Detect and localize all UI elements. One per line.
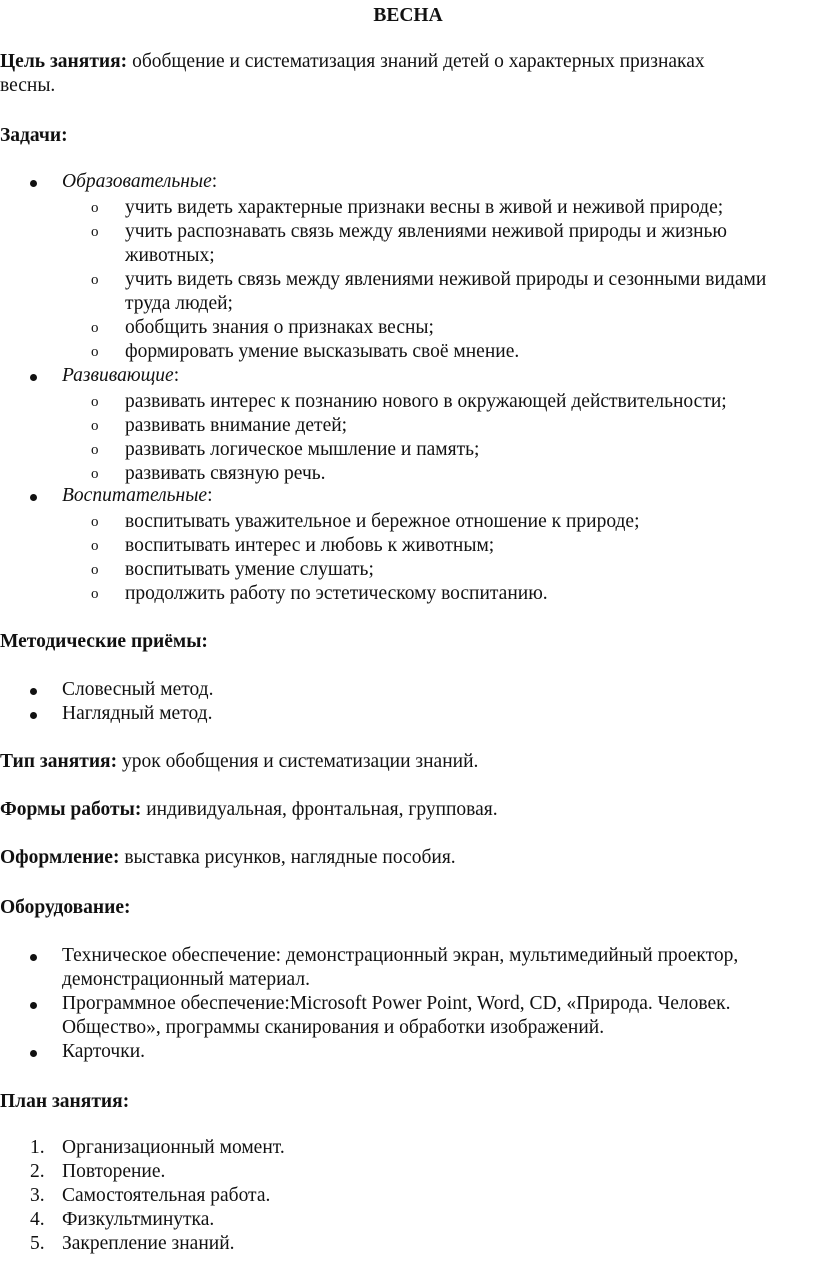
goal-paragraph-line2: весны.	[0, 75, 56, 96]
list-number: 5.	[30, 1233, 45, 1254]
bullet-icon	[30, 180, 37, 187]
tasks-heading: Задачи:	[0, 125, 68, 146]
list-number: 4.	[30, 1209, 45, 1230]
task-group-name: Образовательные	[62, 171, 212, 192]
circle-bullet-icon: o	[91, 442, 99, 458]
circle-bullet-icon: o	[91, 514, 99, 530]
circle-bullet-icon: o	[91, 200, 99, 216]
circle-bullet-icon: o	[91, 562, 99, 578]
circle-bullet-icon: o	[91, 224, 99, 240]
circle-bullet-icon: o	[91, 538, 99, 554]
task-group-name: Воспитательные	[62, 485, 208, 506]
circle-bullet-icon: o	[91, 320, 99, 336]
lesson-type-label: Тип занятия:	[0, 751, 118, 772]
goal-text: обобщение и систематизация знаний детей о характерных признаках	[127, 51, 705, 72]
bullet-icon	[30, 374, 37, 381]
task-group-name: Развивающие	[62, 365, 174, 386]
circle-bullet-icon: o	[91, 418, 99, 434]
design-paragraph: Оформление: выставка рисунков, наглядные пособия.	[0, 847, 456, 868]
bullet-icon	[30, 1050, 37, 1057]
plan-heading: План занятия:	[0, 1091, 130, 1112]
equipment-heading: Оборудование:	[0, 897, 131, 918]
list-number: 3.	[30, 1185, 45, 1206]
circle-bullet-icon: o	[91, 344, 99, 360]
bullet-icon	[30, 1002, 37, 1009]
goal-label: Цель занятия:	[0, 51, 128, 72]
design-label: Оформление:	[0, 847, 120, 868]
document-title: ВЕСНА	[373, 5, 443, 26]
bullet-icon	[30, 494, 37, 501]
circle-bullet-icon: o	[91, 394, 99, 410]
work-forms-paragraph: Формы работы: индивидуальная, фронтальная, групповая.	[0, 799, 498, 820]
lesson-type-paragraph: Тип занятия: урок обобщения и систематизации знаний.	[0, 751, 479, 772]
methods-heading: Методические приёмы:	[0, 631, 208, 652]
circle-bullet-icon: o	[91, 272, 99, 288]
bullet-icon	[30, 688, 37, 695]
list-number: 2.	[30, 1161, 45, 1182]
list-number: 1.	[30, 1137, 45, 1158]
bullet-icon	[30, 712, 37, 719]
work-forms-label: Формы работы:	[0, 799, 142, 820]
circle-bullet-icon: o	[91, 466, 99, 482]
bullet-icon	[30, 954, 37, 961]
goal-paragraph	[0, 50, 812, 74]
circle-bullet-icon: o	[91, 586, 99, 602]
